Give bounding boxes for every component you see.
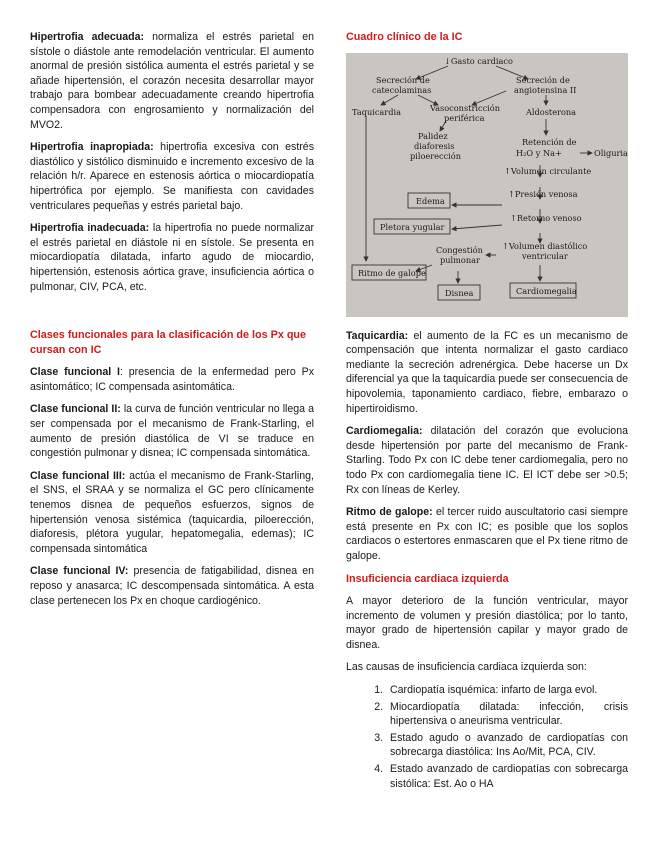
definition: la hipertrofia no puede normalizar el estrés parietal en diástole ni en sístole. Se presenta en miocardiopatía dilatada, infarto agudo de miocardio, hipertensión, estenosis aórtica grave, insuficiencia aórtica o pulmonar, CIV, PCA, etc.	[30, 222, 314, 293]
paragraph-clase-2	[30, 402, 314, 460]
paragraph-clase-1	[30, 365, 314, 394]
node-retencion-1: Retención de	[522, 136, 577, 147]
term: Ritmo de galope:	[346, 506, 433, 519]
node-taquicardia: Taquicardia	[352, 106, 401, 117]
node-aldosterona: Aldosterona	[526, 106, 577, 117]
node-retorno-venoso: ↑Retorno venoso	[510, 212, 582, 223]
node-pletora-yugular: Pletora yugular	[380, 221, 445, 232]
definition: hipertrofia excesiva con estrés diastólico y sistólico disminuido e incremento excesivo de la relación h/r. Aparece en estenosis aórtica o miocardiopatía hipertrófica por ejemplo. Se manifiesta con cavidades ventriculares pequeñas y estrés parietal bajo.	[30, 141, 314, 212]
term: Cardiomegalia:	[346, 425, 423, 438]
node-secrecion-catecolaminas-1: Secreción de	[376, 74, 430, 85]
node-edema: Edema	[416, 195, 445, 206]
node-volumen-circulante: ↑Volumen circulante	[504, 165, 592, 176]
section-heading-ic-izquierda: Insuficiencia cardiaca izquierda	[346, 572, 509, 585]
term: Hipertrofia inadecuada:	[30, 222, 150, 235]
node-secrecion-catecolaminas-2: catecolaminas	[372, 84, 432, 95]
spacer	[30, 302, 314, 328]
paragraph-cardiomegalia	[346, 424, 628, 497]
node-secrecion-angiotensina-1: Secreción de	[516, 74, 570, 85]
definition: el aumento de la FC es un mecanismo de compensación que intenta normalizar el gasto cardiaco mediante la secreción adrenérgica. Debe hacerse un Dx diferencial ya que la taquicardia puede ser consecuencia de hipovolemia, taponamiento cardiaco, fiebre, embarazo o hipertiroidismo.	[346, 329, 628, 415]
paragraph-hipertrofia-inadecuada	[30, 221, 314, 294]
section-heading-clases: Clases funcionales para la clasificación de los Px que cursan con IC	[30, 329, 307, 356]
paragraph-hipertrofia-adecuada	[30, 30, 314, 132]
node-cardiomegalia: Cardiomegalia	[516, 285, 577, 296]
node-vasoconstriccion-2: periférica	[444, 112, 485, 123]
node-palidez-2: diaforesis	[414, 140, 455, 151]
paragraph-clase-3	[30, 469, 314, 557]
term: Hipertrofia inapropiada:	[30, 141, 154, 154]
node-palidez-3: piloerección	[410, 150, 462, 161]
right-column	[346, 30, 628, 793]
causes-list	[346, 683, 628, 791]
term: Taquicardia:	[346, 329, 409, 342]
paragraph-hipertrofia-inapropiada	[30, 140, 314, 213]
node-palidez-1: Palidez	[418, 130, 448, 141]
definition: actúa el mecanismo de Frank-Starling, el SNS, el SRAA y se normaliza el GC pero clínicamente tenemos disnea de pequeños esfuerzos, signos de hipertensión venosa sistémica (taquicardia, piloerección, diaforesis, plétora yugular, hepatomegalia, edemas); IC compensada sintomática	[30, 469, 314, 555]
node-retencion-2: H₂O y Na+	[516, 147, 562, 158]
definition: normaliza el estrés parietal en sístole o diástole ante remodelación ventricular. El aumento anormal de presión sistólica aumenta el estrés parietal y se añade hipertensión, el corazón necesita desarrollar mayor trabajo para bombear adecuadamente creando hipertrofia compensadora con engrosamiento y normalización del MVO2.	[30, 31, 314, 131]
node-oliguria: Oliguria	[594, 147, 628, 158]
definition: el tercer ruido auscultatorio casi siempre está presente en Px con IC; es posible que los soplos cardiacos o estertores enmascaren que el Px tiene ritmo de galope.	[346, 506, 628, 562]
term: Clase funcional III:	[30, 469, 126, 482]
term: Clase funcional II:	[30, 403, 121, 416]
node-secrecion-angiotensina-2: angiotensina II	[514, 84, 577, 95]
term: Clase funcional IV:	[30, 565, 129, 578]
definition: dilatación del corazón que evoluciona desde hipertensión por parte del mecanismo de Frank-Starling. Todo Px con IC debe tener cardiomegalia, pero no todo Px con cardiomegalia tiene IC. El ICT debe ser >0.5; Rx con líneas de Kerley.	[346, 425, 628, 496]
list-item: 3. Estado agudo o avanzado de cardiopatías con sobrecarga diastólica: Ins Ao/Mit, PCA, CIV.	[386, 731, 628, 760]
term: Clase funcional I	[30, 366, 120, 379]
node-volumen-diastolico-1: ↑Volumen diastólico	[502, 240, 588, 251]
paragraph-clase-4	[30, 564, 314, 608]
left-column	[30, 30, 314, 616]
list-item: 1. Cardiopatía isquémica: infarto de larga evol.	[386, 683, 628, 698]
paragraph-mayor-deterioro: A mayor deterioro de la función ventricular, mayor incremento de volumen y presión diastólica; por lo tanto, mayor grado de hipertensión capilar y mayor grado de disnea.	[346, 595, 628, 651]
node-volumen-diastolico-2: ventricular	[522, 250, 568, 261]
node-presion-venosa: ↑Presión venosa	[508, 188, 578, 199]
node-ritmo-galope: Ritmo de galope	[358, 267, 426, 278]
paragraph-ritmo-galope	[346, 505, 628, 563]
paragraph-taquicardia	[346, 329, 628, 417]
node-vasoconstriccion-1: Vasoconstricción	[430, 102, 500, 113]
node-congestion-1: Congestión	[436, 244, 483, 255]
node-gasto-cardiaco: ↓Gasto cardiaco	[444, 55, 513, 66]
flow-diagram	[346, 53, 628, 317]
paragraph-causas-intro: Las causas de insuficiencia cardiaca izquierda son:	[346, 661, 587, 674]
list-item: 2. Miocardiopatía dilatada: infección, crisis hipertensiva o aneurisma ventricular.	[386, 700, 628, 729]
list-item: 4. Estado avanzado de cardiopatías con sobrecarga sistólica: Est. Ao o HA	[386, 762, 628, 791]
definition: : presencia de la enfermedad pero Px asintomático; IC compensada asintomática.	[30, 366, 314, 393]
term: Hipertrofia adecuada:	[30, 31, 145, 43]
node-congestion-2: pulmonar	[440, 254, 480, 265]
node-disnea: Disnea	[445, 287, 474, 298]
definition: la curva de función ventricular no llega a ser compensada por el mecanismo de Frank-Starling, el aumento de presión diastólica de VI se traduce en congestión pulmonar y disnea; IC compensada sintomática.	[30, 403, 314, 460]
definition: presencia de fatigabilidad, disnea en reposo y anasarca; IC descompensada sintomática. A esta clase pertenecen los Px en choque cardiogénico.	[30, 565, 314, 607]
section-heading-cuadro-clinico: Cuadro clínico de la IC	[346, 31, 463, 43]
